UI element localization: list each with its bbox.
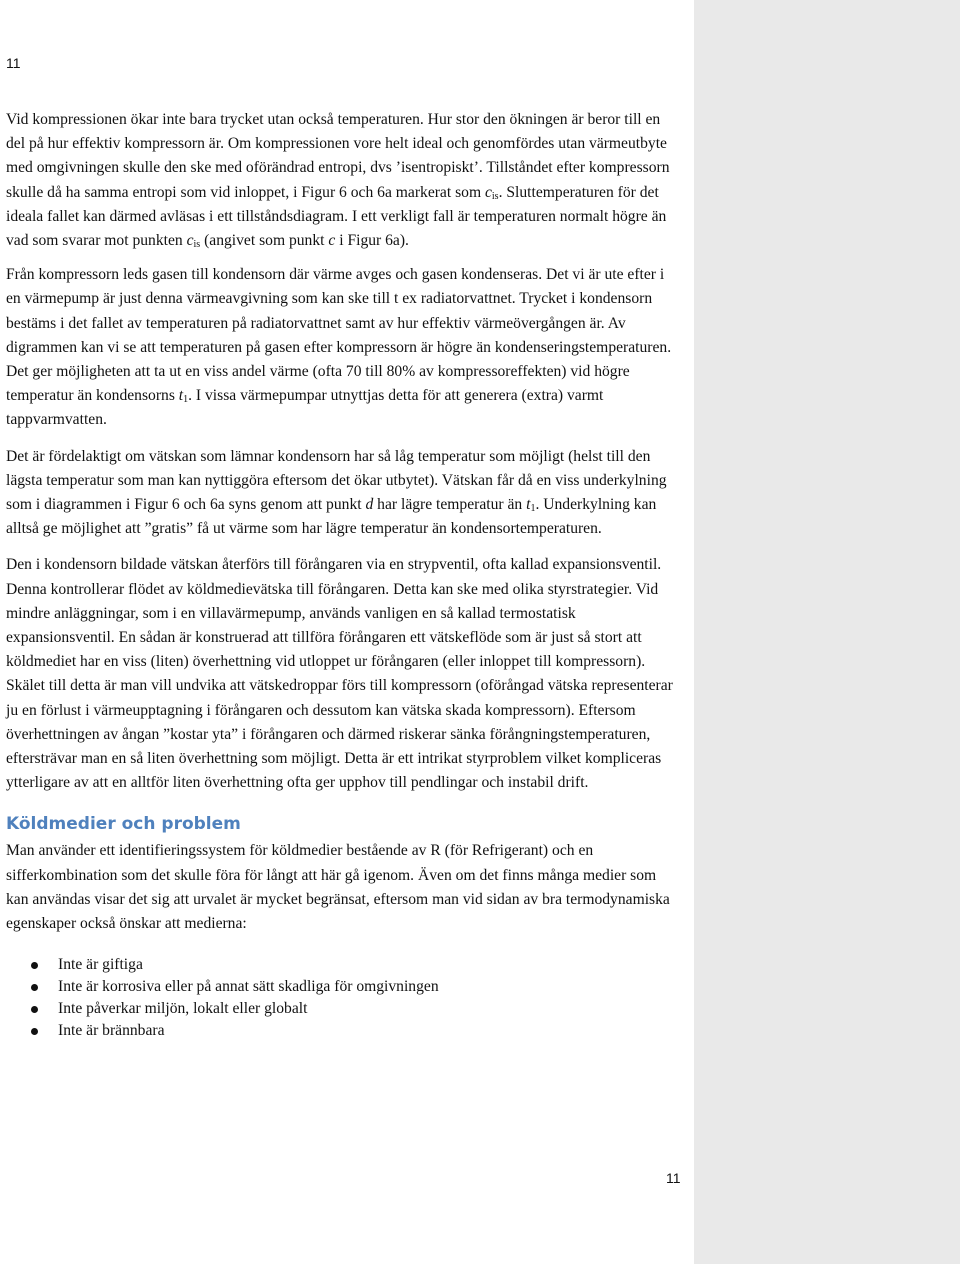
paragraph-subcooling: Det är fördelaktigt om vätskan som lämnar kondensorn har så låg temperatur som möjligt (helst till den lägsta temperatur som man kan nyttiggöra eftersom det ökar utbytet). Vätskan får då en viss underkylning som i diagrammen i Figur 6 och 6a syns genom att punkt d har lägre temperatur än $t_1$. Underkylning kan alltså ge möjlighet att ”gratis” få ut värme som har lägre temperatur än kondensortemperaturen.: [6, 447, 667, 538]
section-intro: Man använder ett identifieringssystem för köldmedier bestående av R (för Refrigerant) och en sifferkombination som det skulle föra för långt att här gå igenom. Även om det finns många medier som kan användas visar det sig att urvalet är mycket begränsat, eftersom man vid sidan av bra termodynamiska egenskaper också önskar att medierna:: [6, 842, 670, 933]
list-item: Inte är brännbara: [6, 1020, 682, 1042]
page-number-footer: 11: [666, 1170, 681, 1186]
section-heading: Köldmedier och problem: [6, 814, 241, 835]
requirements-list: [6, 954, 682, 1042]
paragraph-condenser: Från kompressorn leds gasen till kondensorn där värme avges och gasen kondenseras. Det vi är ute efter i en värmepump är just denna värmeavgivning som kan ske till t ex radiatorvattnet. Trycket i kondensorn bestäms i det fallet av temperaturen på radiatorvattnet samt av hur effektiv värmeövergången är. Av digrammen kan vi se att temperaturen på gasen efter kompressorn är högre än kondenseringstemperaturen. Det ger möjligheten att ta ut en viss andel värme (ofta 70 till 80% av kompressoreffekten) vid högre temperatur än kondensorns $t_1$. I vissa värmepumpar utnyttjas detta för att generera (extra) varmt tappvarmvatten.: [6, 266, 672, 429]
list-item: Inte är korrosiva eller på annat sätt skadliga för omgivningen: [6, 976, 682, 998]
list-item: Inte påverkar miljön, lokalt eller globalt: [6, 998, 682, 1020]
bullet-icon: [31, 1028, 38, 1035]
list-item: Inte är giftiga: [6, 954, 682, 976]
page-number-header: 11: [6, 55, 21, 71]
document-body: [6, 108, 682, 1042]
paragraph-compression: Vid kompressionen ökar inte bara trycket utan också temperaturen. Hur stor den ökningen är beror till en del på hur effektiv kompressorn är. Om kompressionen vore helt ideal och genomfördes utan värmeutbyte med omgivningen skulle den ske med oförändrad entropi, dvs ’isentropiskt’. Tillståndet efter kompressorn skulle då ha samma entropi som vid inloppet, i Figur 6 och 6a markerat som $c_{is}$. Sluttemperaturen för det ideala fallet kan därmed avläsas i ett tillståndsdiagram. I ett verkligt fall är temperaturen normalt högre än vad som svarar mot punkten $c_{is}$ (angivet som punkt c i Figur 6a).: [6, 111, 670, 251]
bullet-icon: [31, 962, 38, 969]
paragraph-expansion-valve: Den i kondensorn bildade vätskan återförs till förångaren via en strypventil, ofta kallad expansionsventil. Denna kontrollerar flödet av köldmedievätska till förångaren. Detta kan ske med olika styrstrategier. Vid mindre anläggningar, som i en villavärmepump, används vanligen en så kallad termostatisk expansionsventil. En sådan är konstruerad att tillföra förångaren ett vätskeflöde som är just så stort att köldmediet har en viss (liten) överhettning vid utloppet ur förångaren (eller inloppet till kompressorn). Skälet till detta är man vill undvika att vätskedroppar förs till kompressorn (oförångad vätska representerar ju en förlust i värmeupptagning i förångaren och dessutom kan vätska skada kompressorn). Eftersom överhettningen av ångan ”kostar yta” i förångaren och därmed riskerar sänka förångningstemperaturen, eftersträvar man en så liten överhettning som möjligt. Detta är ett intrikat styrproblem vilket kompliceras ytterligare av att en alltför liten överhettning ofta ger upphov till pendlingar och instabil drift.: [6, 556, 673, 792]
bullet-icon: [31, 1006, 38, 1013]
comment-pane: [694, 0, 960, 1264]
bullet-icon: [31, 984, 38, 991]
